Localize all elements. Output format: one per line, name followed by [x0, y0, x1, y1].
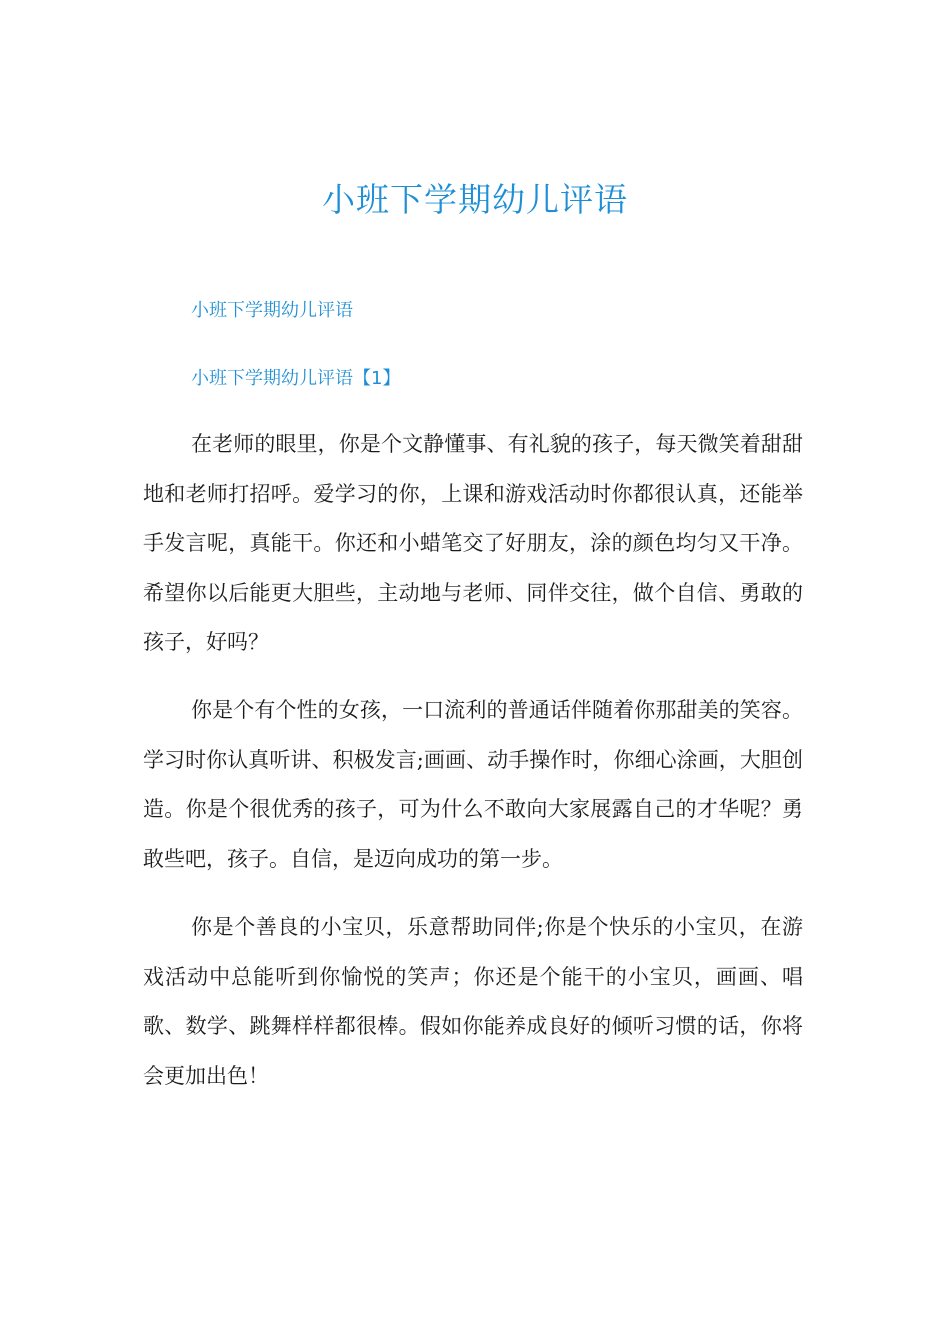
comment-paragraph-3: 你是个善良的小宝贝，乐意帮助同伴;你是个快乐的小宝贝，在游戏活动中总能听到你愉悦的笑声；你还是个能干的小宝贝，画画、唱歌、数学、跳舞样样都很棒。假如你能养成良好的倾听习惯的话，你将会更加出色！: [143, 915, 803, 1088]
section-heading: 小班下学期幼儿评语: [191, 300, 353, 321]
comment-paragraph-2: 你是个有个性的女孩，一口流利的普通话伴随着你那甜美的笑容。学习时你认真听讲、积极发言;画画、动手操作时，你细心涂画，大胆创造。你是个很优秀的孩子，可为什么不敢向大家展露自己的才华呢？勇敢些吧，孩子。自信，是迈向成功的第一步。: [143, 698, 803, 871]
section-subheading: 小班下学期幼儿评语【1】: [191, 368, 401, 389]
document-title: 小班下学期幼儿评语: [322, 180, 628, 219]
comment-paragraph-1: 在老师的眼里，你是个文静懂事、有礼貌的孩子，每天微笑着甜甜地和老师打招呼。爱学习的你，上课和游戏活动时你都很认真，还能举手发言呢，真能干。你还和小蜡笔交了好朋友，涂的颜色均匀又干净。希望你以后能更大胆些，主动地与老师、同伴交往，做个自信、勇敢的孩子，好吗？: [143, 432, 803, 654]
